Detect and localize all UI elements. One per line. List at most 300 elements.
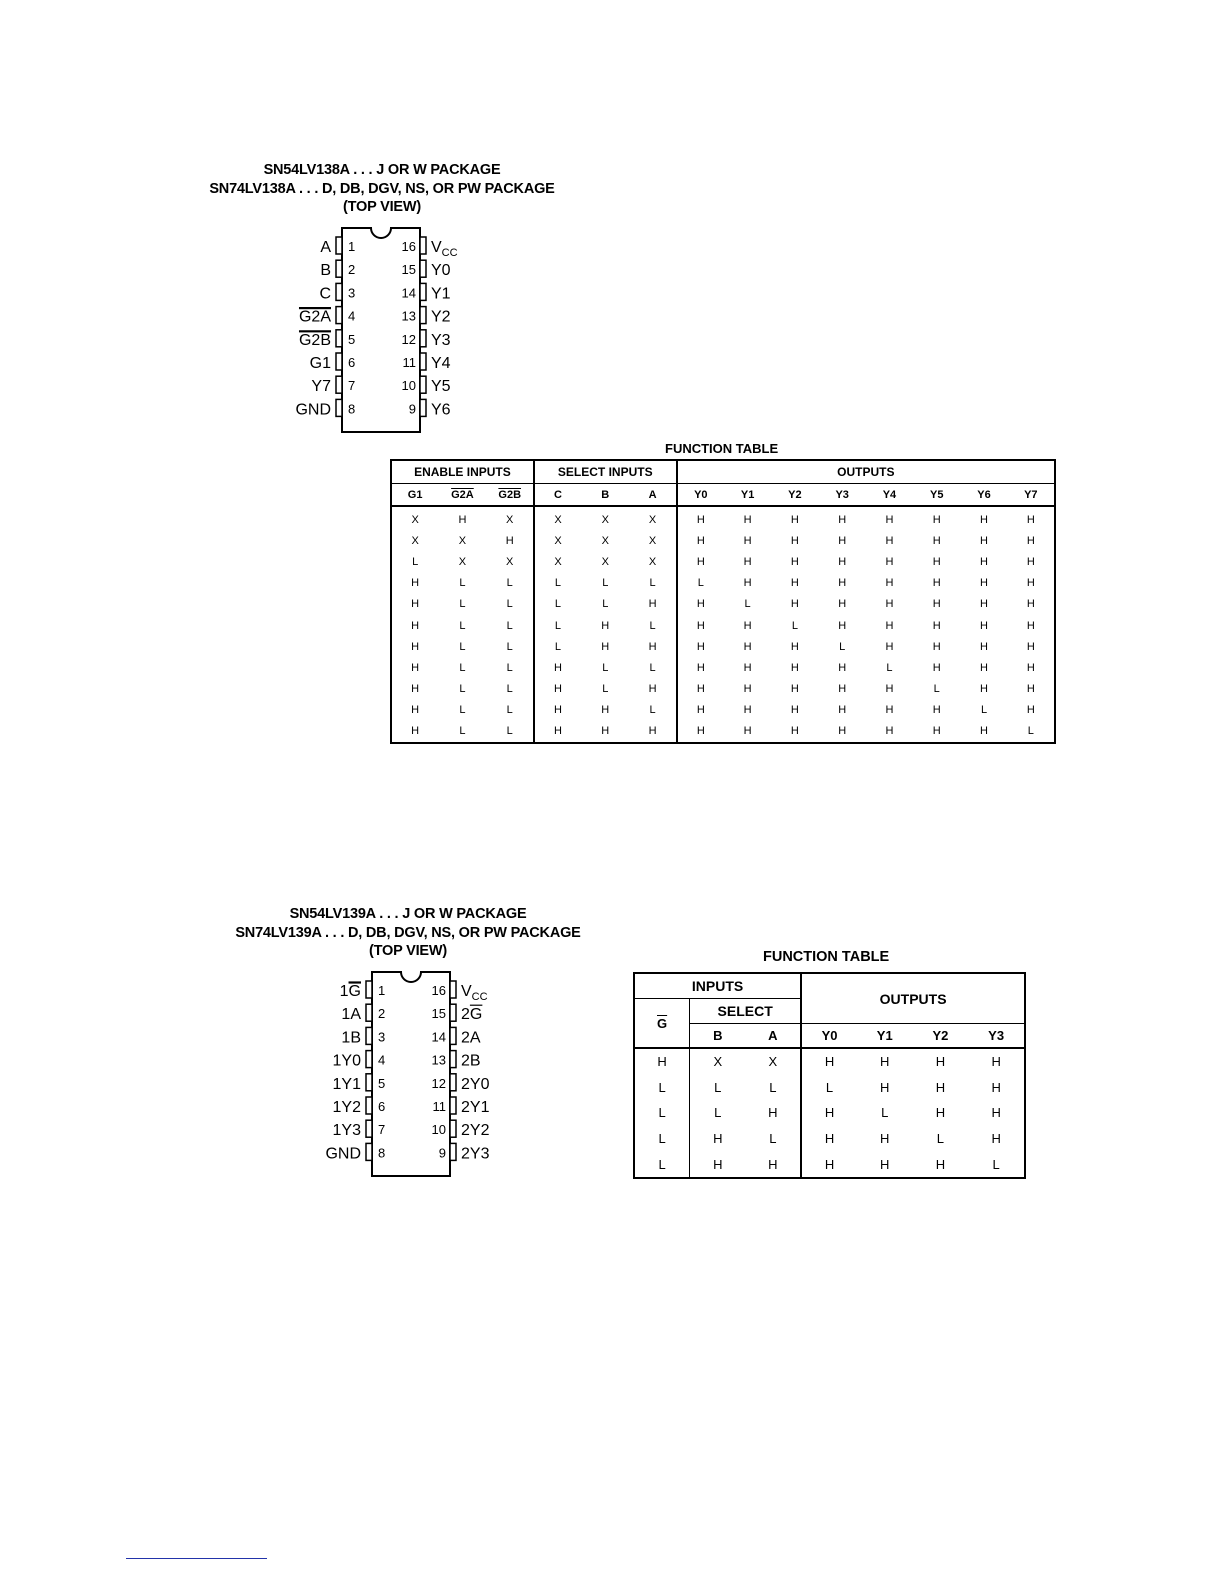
lv139-pin-name — [333, 1099, 362, 1116]
lv138-pin-stub — [336, 353, 342, 370]
table-cell: H — [411, 725, 420, 738]
lv138-col-header — [487, 484, 534, 507]
lv139-pin-stub — [366, 1027, 372, 1044]
table-cell: H — [696, 640, 705, 653]
table-cell: X — [411, 513, 419, 526]
lv139-pin-prefix: 1 — [339, 983, 349, 1000]
table-row — [391, 657, 1055, 678]
lv138-pin-stub — [336, 283, 342, 300]
lv138-pin-stub — [336, 260, 342, 277]
lv139-pin-stub — [450, 1027, 456, 1044]
table-cell: H — [790, 640, 799, 653]
table-cell: L — [487, 700, 534, 721]
table-cell: H — [1026, 704, 1035, 717]
lv138-col-header — [534, 484, 581, 507]
lv139-pin-prefix: 2 — [461, 1006, 470, 1024]
lv138-pin-name — [431, 285, 451, 302]
lv139-pin-name — [341, 1029, 361, 1046]
lv139-pin-name — [461, 1145, 490, 1162]
table-row — [391, 721, 1055, 743]
table-cell: L — [886, 661, 893, 674]
lv138-col-header — [724, 484, 771, 507]
lv138-pin-label: Y4 — [431, 355, 451, 372]
table-cell: L — [933, 683, 940, 696]
table-cell: H — [745, 1100, 801, 1126]
table-cell: H — [411, 577, 420, 590]
table-cell: H — [824, 1156, 835, 1172]
table-cell: H — [885, 513, 894, 526]
lv138-pin-name — [431, 332, 451, 349]
table-cell: H — [743, 640, 752, 653]
table-cell: H — [696, 619, 705, 632]
table-cell: H — [935, 1079, 946, 1095]
table-cell: L — [714, 1079, 722, 1095]
table-row — [634, 1100, 1025, 1126]
table-cell: X — [629, 506, 676, 530]
table-cell: H — [411, 704, 420, 717]
table-cell: H — [696, 534, 705, 547]
table-cell: H — [790, 704, 799, 717]
table-cell: X — [487, 551, 534, 572]
lv138-pin-number: 16 — [401, 239, 416, 254]
table-cell: H — [743, 577, 752, 590]
lv138-pin-stub — [420, 376, 426, 393]
table-cell: H — [980, 683, 988, 696]
table-cell: L — [487, 679, 534, 700]
lv138-col-header — [913, 484, 960, 507]
lv138-pin-label: Y0 — [431, 262, 451, 280]
table-cell: X — [411, 534, 419, 547]
table-row — [391, 700, 1055, 721]
table-cell: H — [601, 725, 610, 738]
table-cell: H — [885, 619, 894, 632]
table-cell: H — [885, 704, 894, 717]
lv139-pin-subscript: CC — [471, 991, 488, 1003]
table-cell: H — [1026, 555, 1035, 568]
lv138-pin-number: 4 — [348, 308, 356, 324]
lv139-pin-stub — [366, 1143, 372, 1160]
lv139-pin-number: 9 — [438, 1145, 446, 1161]
table-cell: H — [935, 1156, 946, 1172]
lv138-pin-name — [295, 401, 331, 418]
table-cell: H — [411, 598, 420, 611]
table-cell: H — [629, 636, 676, 657]
lv138-pin-stub — [420, 353, 426, 370]
lv139-pin-label: 2Y3 — [461, 1145, 490, 1163]
lv138-col-header-label: G2A — [451, 488, 474, 501]
table-row — [391, 573, 1055, 594]
lv138-pin-number: 2 — [348, 262, 356, 278]
table-cell: H — [932, 640, 941, 653]
lv138-pin-number: 7 — [348, 378, 356, 394]
table-cell: H — [743, 704, 752, 717]
lv139-title-line1: SN54LV139A . . . J OR W PACKAGE — [289, 906, 527, 922]
lv138-pin-label: Y3 — [431, 331, 451, 349]
lv139-package-title — [222, 905, 594, 961]
table-cell: L — [459, 598, 466, 611]
lv139-pin-label: G — [348, 983, 361, 1000]
lv139-pin-number: 16 — [431, 983, 446, 998]
table-cell: H — [932, 555, 941, 568]
lv138-col-header — [391, 484, 438, 507]
lv139-pin-name — [461, 983, 488, 1003]
lv139-pin-number: 2 — [378, 1006, 386, 1022]
lv139-pin-name — [333, 1122, 362, 1139]
lv139-pin-number: 14 — [431, 1029, 446, 1045]
table-cell: H — [790, 683, 799, 696]
table-cell: L — [602, 598, 609, 611]
table-cell: L — [554, 577, 562, 590]
table-cell: L — [487, 615, 534, 636]
lv138-pin-name — [431, 239, 458, 259]
table-cell: H — [1026, 577, 1035, 590]
lv138-pin-stub — [336, 237, 342, 254]
table-row — [391, 636, 1055, 657]
table-cell: L — [602, 683, 609, 696]
lv139-pin-stub — [450, 1143, 456, 1160]
table-cell: X — [601, 534, 609, 547]
table-cell: H — [880, 1156, 890, 1172]
lv138-pin-name — [320, 262, 331, 279]
lv139-pin-number: 3 — [378, 1029, 386, 1045]
lv139-pin-stub — [366, 1051, 372, 1068]
lv138-pin-label: A — [320, 239, 331, 256]
lv138-pin-label: G2B — [298, 331, 331, 349]
table-cell: H — [790, 555, 799, 568]
lv139-pin-label: 2Y1 — [461, 1099, 490, 1116]
table-cell: L — [634, 1100, 690, 1126]
lv138-pin-stub — [336, 399, 342, 416]
lv139-pin-name — [341, 1006, 361, 1023]
table-cell: H — [743, 725, 752, 738]
lv139-pin-label: 1Y2 — [332, 1099, 361, 1116]
lv138-pin-label: Y5 — [431, 378, 451, 396]
lv138-col-header-label: G1 — [407, 488, 423, 501]
table-cell: H — [790, 598, 799, 611]
lv139-group-select: SELECT — [690, 999, 802, 1024]
lv139-pin-name — [340, 983, 361, 1000]
lv138-pin-name — [320, 239, 331, 256]
lv138-pin-name — [310, 355, 331, 372]
lv138-pin-stub — [336, 330, 342, 347]
table-cell: H — [634, 1048, 690, 1075]
table-cell: L — [791, 619, 798, 632]
table-cell: H — [932, 598, 941, 611]
lv138-col-header — [1008, 484, 1055, 507]
lv139-pin-number: 4 — [378, 1052, 386, 1068]
lv138-col-header-label: B — [601, 488, 610, 501]
lv138-col-header-label: Y2 — [788, 488, 802, 501]
lv138-title-line2: SN74LV138A . . . D, DB, DGV, NS, OR PW PACKAGE — [209, 180, 555, 197]
table-cell: H — [1026, 640, 1035, 653]
table-cell: L — [629, 657, 676, 678]
table-cell: H — [980, 661, 988, 674]
lv139-header-g-label: $\overline{G}$ — [657, 1015, 668, 1031]
table-cell: H — [838, 534, 847, 547]
table-cell: H — [824, 1105, 835, 1121]
lv138-col-header-label: G2B — [498, 488, 522, 501]
lv138-pin-stub — [420, 307, 426, 324]
table-cell: H — [743, 619, 752, 632]
table-cell: L — [602, 577, 609, 590]
lv139-pin-label: 1A — [341, 1006, 361, 1024]
lv139-pin-stub — [366, 981, 372, 998]
table-cell: H — [696, 555, 705, 568]
table-cell: L — [629, 615, 676, 636]
lv139-col-header: B — [690, 1024, 746, 1049]
table-cell: H — [991, 1131, 1001, 1147]
table-cell: H — [1026, 534, 1035, 547]
lv139-pin-stub — [450, 1074, 456, 1091]
table-cell: H — [932, 534, 941, 547]
lv139-pinout-diagram — [300, 966, 520, 1181]
lv138-pin-name — [299, 332, 331, 349]
lv139-group-outputs: OUTPUTS — [801, 973, 1025, 1024]
table-cell: H — [713, 1156, 723, 1172]
lv138-header-row — [391, 484, 1055, 507]
table-cell: L — [634, 1075, 690, 1101]
table-cell: H — [790, 661, 799, 674]
lv139-header-row — [634, 1024, 1025, 1049]
table-row — [391, 530, 1055, 551]
lv138-col-header — [438, 484, 486, 507]
table-row — [391, 615, 1055, 636]
table-cell: H — [980, 640, 988, 653]
lv139-pin-name — [325, 1145, 361, 1162]
table-cell: L — [487, 721, 534, 743]
table-cell: H — [790, 534, 799, 547]
table-cell: X — [554, 555, 562, 568]
table-cell: L — [980, 704, 988, 717]
table-cell: L — [459, 704, 466, 717]
lv139-table-body — [634, 1048, 1025, 1178]
lv139-pin-number: 7 — [378, 1122, 386, 1138]
table-cell: L — [487, 636, 534, 657]
table-cell: H — [743, 661, 752, 674]
lv138-pin-name — [431, 262, 451, 279]
lv139-pin-name — [333, 1053, 362, 1070]
table-cell: H — [932, 725, 941, 738]
lv138-table-body — [391, 506, 1055, 743]
table-cell: L — [634, 1126, 690, 1152]
lv139-pin-label: 1Y1 — [332, 1075, 361, 1093]
lv139-pin-label: 1Y0 — [332, 1052, 361, 1070]
lv139-pin-number: 13 — [431, 1052, 446, 1068]
table-row — [634, 1126, 1025, 1152]
lv139-pin-number: 8 — [378, 1145, 386, 1161]
table-cell: L — [744, 598, 751, 611]
table-cell: L — [412, 555, 419, 568]
lv138-pin-number: 14 — [401, 285, 416, 301]
lv138-col-header — [677, 484, 724, 507]
lv138-col-header-label: Y0 — [694, 488, 708, 501]
lv139-pin-number: 10 — [431, 1122, 446, 1138]
table-cell: X — [458, 534, 467, 547]
lv138-pin-name — [431, 309, 451, 326]
table-cell: H — [980, 577, 988, 590]
table-cell: H — [1026, 683, 1035, 696]
table-cell: H — [980, 555, 988, 568]
lv139-pin-label: 2B — [461, 1052, 481, 1070]
lv138-pin-number: 3 — [348, 285, 356, 301]
lv139-pin-number: 15 — [431, 1006, 446, 1022]
lv139-pin-name — [333, 1076, 362, 1093]
lv138-col-header-label: Y3 — [835, 488, 849, 501]
table-cell: L — [1027, 725, 1034, 738]
lv138-pin-label: Y7 — [311, 378, 331, 396]
lv139-pin-name — [461, 1122, 490, 1139]
table-row — [391, 506, 1055, 530]
lv139-pin-name — [461, 1029, 481, 1046]
lv139-pin-stub — [366, 1004, 372, 1021]
lv138-pin-stub — [420, 237, 426, 254]
table-cell: L — [629, 700, 676, 721]
lv139-group-inputs: INPUTS — [634, 973, 801, 999]
table-cell: H — [743, 513, 752, 526]
lv138-pin-number: 13 — [401, 308, 416, 324]
table-cell: L — [459, 683, 466, 696]
lv138-col-header-label: C — [554, 488, 562, 501]
table-cell: H — [838, 725, 847, 738]
table-cell: H — [458, 513, 467, 526]
table-cell: H — [487, 530, 534, 551]
lv138-group-select-inputs: SELECT INPUTS — [534, 460, 677, 484]
table-cell: H — [696, 704, 705, 717]
table-cell: L — [602, 661, 609, 674]
lv138-group-enable-inputs: ENABLE INPUTS — [391, 460, 534, 484]
lv138-pin-stub — [420, 260, 426, 277]
lv138-pin-stub — [420, 399, 426, 416]
lv139-title-line2: SN74LV139A . . . D, DB, DGV, NS, OR PW PACKAGE — [235, 924, 581, 941]
lv138-pin-label: Y6 — [431, 401, 451, 419]
table-cell: H — [880, 1131, 890, 1147]
lv138-pin-number: 10 — [401, 378, 416, 394]
lv138-pin-label: C — [319, 285, 331, 303]
lv138-pin-subscript: CC — [441, 247, 458, 259]
lv138-pin-name — [431, 355, 451, 372]
lv138-function-table — [390, 459, 1056, 744]
table-cell: L — [881, 1105, 889, 1121]
table-cell: H — [696, 513, 705, 526]
table-cell: H — [790, 577, 799, 590]
lv139-pin-stub — [450, 1097, 456, 1114]
table-cell: H — [411, 619, 420, 632]
table-cell: H — [554, 661, 562, 674]
table-cell: L — [745, 1126, 801, 1152]
lv138-pin-number: 6 — [348, 355, 356, 370]
lv138-pin-stub — [336, 307, 342, 324]
lv138-pin-number: 8 — [348, 401, 356, 417]
table-cell: H — [1026, 513, 1035, 526]
lv138-pin-label: V — [431, 239, 442, 256]
lv138-pin-number: 9 — [408, 401, 416, 417]
table-cell: H — [838, 577, 847, 590]
lv138-pin-number: 5 — [348, 331, 356, 347]
table-cell: H — [980, 598, 988, 611]
table-cell: X — [458, 555, 467, 568]
table-cell: H — [885, 725, 894, 738]
lv138-col-header-label: Y7 — [1024, 488, 1038, 501]
lv138-title-line1: SN54LV138A . . . J OR W PACKAGE — [263, 162, 501, 178]
table-cell: X — [713, 1054, 723, 1070]
lv138-pin-label: B — [320, 262, 331, 280]
table-cell: L — [459, 725, 466, 738]
table-cell: H — [824, 1054, 835, 1070]
table-cell: H — [838, 704, 847, 717]
lv139-pin-stub — [450, 1120, 456, 1137]
table-cell: L — [825, 1079, 834, 1095]
table-cell: H — [696, 725, 705, 738]
lv138-pin-stub — [336, 376, 342, 393]
table-cell: H — [696, 683, 705, 696]
table-cell: H — [629, 594, 676, 615]
table-cell: H — [411, 640, 420, 653]
table-cell: H — [554, 725, 562, 738]
table-cell: H — [824, 1131, 835, 1147]
lv139-pin-number: 6 — [378, 1099, 386, 1114]
lv139-pin-name — [461, 1076, 490, 1093]
lv138-pin-name — [311, 378, 331, 395]
table-cell: H — [629, 679, 676, 700]
lv138-pin-stub — [420, 330, 426, 347]
table-cell: L — [487, 573, 534, 594]
lv138-pin-name — [431, 401, 451, 418]
table-cell: L — [459, 619, 466, 632]
lv139-header-g — [634, 999, 690, 1049]
lv139-pin-stub — [450, 1051, 456, 1068]
table-cell: X — [629, 551, 676, 572]
lv139-pin-stub — [366, 1097, 372, 1114]
lv138-col-header-label: Y1 — [740, 488, 755, 501]
table-cell: H — [745, 1151, 801, 1178]
lv138-pin-name — [319, 285, 331, 302]
lv139-col-header: Y1 — [857, 1024, 913, 1049]
table-cell: H — [554, 683, 562, 696]
table-cell: X — [601, 513, 609, 526]
table-cell: L — [745, 1075, 801, 1101]
table-cell: L — [554, 598, 562, 611]
table-cell: H — [932, 661, 941, 674]
lv139-pin-stub — [450, 981, 456, 998]
table-cell: H — [838, 683, 847, 696]
table-cell: H — [880, 1054, 890, 1070]
table-cell: H — [885, 577, 894, 590]
lv139-pin-label: 2A — [461, 1029, 481, 1047]
table-cell: L — [714, 1105, 722, 1121]
table-cell: H — [743, 683, 752, 696]
table-cell: H — [991, 1054, 1001, 1070]
table-cell: X — [745, 1048, 801, 1075]
lv138-pin-stub — [420, 283, 426, 300]
lv139-function-table-title: FUNCTION TABLE — [763, 949, 890, 965]
lv139-pin-label: 2Y2 — [461, 1122, 490, 1140]
table-cell: H — [1026, 661, 1035, 674]
table-cell: L — [634, 1151, 690, 1178]
lv139-pin-number: 12 — [431, 1075, 446, 1091]
lv139-function-table — [633, 972, 1026, 1179]
table-row — [634, 1075, 1025, 1101]
table-cell: H — [991, 1079, 1001, 1095]
lv138-pin-label: G2A — [298, 308, 331, 326]
lv138-pin-number: 11 — [402, 355, 416, 370]
table-cell: H — [885, 534, 894, 547]
table-cell: L — [487, 594, 534, 615]
table-cell: H — [601, 640, 610, 653]
table-cell: H — [790, 725, 799, 738]
lv139-pin-number: 11 — [432, 1099, 446, 1114]
table-cell: H — [696, 661, 705, 674]
lv138-col-header — [629, 484, 676, 507]
